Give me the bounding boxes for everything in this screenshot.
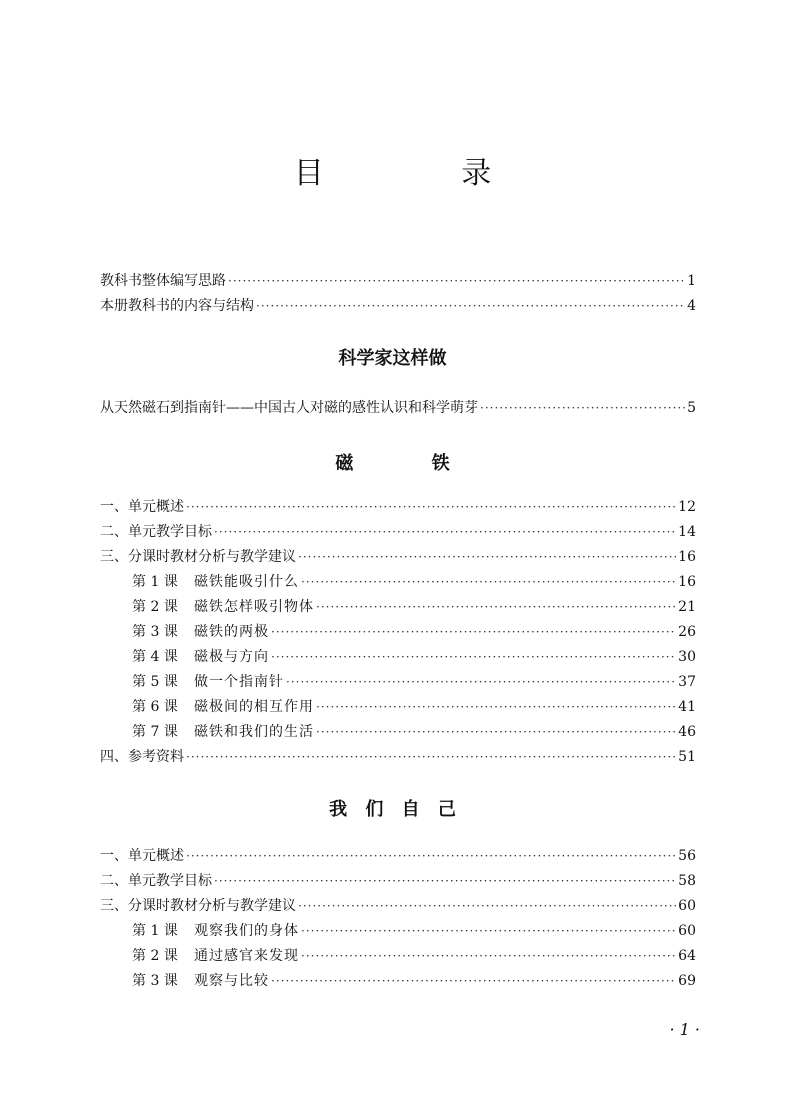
lesson-title: 磁铁的两极	[194, 624, 269, 640]
toc-lesson-entry[interactable]	[132, 672, 696, 692]
lesson-title: 观察与比较	[194, 973, 269, 989]
lesson-number: 第 3 课	[132, 624, 178, 640]
toc-entry[interactable]	[100, 547, 696, 567]
toc-entry[interactable]	[100, 296, 696, 316]
lesson-title: 通过感官来发现	[194, 948, 299, 964]
lesson-number: 第 1 课	[132, 923, 178, 939]
toc-entry-page: 5	[687, 400, 696, 416]
leader-dots	[214, 871, 676, 891]
toc-entry[interactable]	[100, 747, 696, 767]
toc-entry-page: 56	[678, 848, 696, 864]
lesson-number: 第 3 课	[132, 973, 178, 989]
lesson-number: 第 4 课	[132, 649, 178, 665]
toc-entry-page: 69	[678, 973, 696, 989]
lesson-title: 做一个指南针	[194, 674, 284, 690]
lesson-number: 第 2 课	[132, 948, 178, 964]
leader-dots	[186, 747, 676, 767]
leader-dots	[298, 896, 676, 916]
toc-entry-label: 从天然磁石到指南针——中国古人对磁的感性认识和科学萌芽	[100, 400, 478, 416]
toc-entry[interactable]	[100, 871, 696, 891]
toc-lesson-entry[interactable]	[132, 647, 696, 667]
section-title: 科学家这样做	[338, 348, 447, 369]
leader-dots	[271, 647, 676, 667]
toc-entry-label: 一、单元概述	[100, 499, 184, 515]
leader-dots	[186, 846, 676, 866]
leader-dots	[301, 572, 676, 592]
toc-lesson-entry[interactable]	[132, 722, 696, 742]
lesson-title: 磁铁怎样吸引物体	[194, 599, 314, 615]
toc-entry[interactable]	[100, 398, 696, 418]
lesson-number: 第 6 课	[132, 699, 178, 715]
lesson-number: 第 2 课	[132, 599, 178, 615]
page-title: 目 录	[293, 156, 556, 191]
toc-entry-label: 本册教科书的内容与结构	[100, 298, 254, 314]
lesson-title: 磁极与方向	[194, 649, 269, 665]
leader-dots	[480, 398, 685, 418]
toc-lesson-entry[interactable]	[132, 921, 696, 941]
toc-entry-page: 26	[678, 624, 696, 640]
section-title: 我 们 自 己	[329, 799, 462, 820]
leader-dots	[316, 722, 676, 742]
leader-dots	[271, 971, 676, 991]
leader-dots	[271, 622, 676, 642]
toc-entry-page: 16	[678, 574, 696, 590]
toc-entry-label: 教科书整体编写思路	[100, 273, 226, 289]
toc-entry-page: 37	[678, 674, 696, 690]
toc-entry-page: 21	[678, 599, 696, 615]
leader-dots	[228, 271, 685, 291]
leader-dots	[316, 597, 676, 617]
leader-dots	[214, 522, 676, 542]
toc-entry-page: 14	[678, 524, 696, 540]
toc-entry-page: 58	[678, 873, 696, 889]
toc-entry-label: 三、分课时教材分析与教学建议	[100, 898, 296, 914]
toc-entry-page: 12	[678, 499, 696, 515]
leader-dots	[301, 946, 676, 966]
lesson-title: 磁铁能吸引什么	[194, 574, 299, 590]
lesson-number: 第 1 课	[132, 574, 178, 590]
leader-dots	[186, 497, 676, 517]
toc-entry-label: 一、单元概述	[100, 848, 184, 864]
lesson-title: 磁铁和我们的生活	[194, 724, 314, 740]
leader-dots	[301, 921, 676, 941]
toc-entry[interactable]	[100, 896, 696, 916]
section-title: 磁 铁	[335, 453, 486, 474]
lesson-number: 第 7 课	[132, 724, 178, 740]
toc-entry-page: 60	[678, 898, 696, 914]
leader-dots	[298, 547, 676, 567]
toc-entry[interactable]	[100, 497, 696, 517]
leader-dots	[256, 296, 685, 316]
toc-entry-label: 四、参考资料	[100, 749, 184, 765]
toc-lesson-entry[interactable]	[132, 572, 696, 592]
toc-entry-page: 41	[678, 699, 696, 715]
toc-entry-page: 51	[678, 749, 696, 765]
toc-lesson-entry[interactable]	[132, 597, 696, 617]
toc-entry-label: 二、单元教学目标	[100, 873, 212, 889]
toc-entry-page: 1	[687, 273, 696, 289]
leader-dots	[286, 672, 676, 692]
page-number: · 1 ·	[669, 1020, 700, 1039]
lesson-title: 观察我们的身体	[194, 923, 299, 939]
toc-entry-page: 46	[678, 724, 696, 740]
toc-entry-page: 30	[678, 649, 696, 665]
lesson-title: 磁极间的相互作用	[194, 699, 314, 715]
toc-lesson-entry[interactable]	[132, 697, 696, 717]
toc-entry-page: 16	[678, 549, 696, 565]
toc-entry[interactable]	[100, 846, 696, 866]
toc-lesson-entry[interactable]	[132, 971, 696, 991]
toc-entry-page: 60	[678, 923, 696, 939]
toc-entry-label: 二、单元教学目标	[100, 524, 212, 540]
toc-entry-label: 三、分课时教材分析与教学建议	[100, 549, 296, 565]
toc-entry[interactable]	[100, 522, 696, 542]
toc-lesson-entry[interactable]	[132, 622, 696, 642]
toc-entry-page: 4	[687, 298, 696, 314]
toc-entry[interactable]	[100, 271, 696, 291]
toc-entry-page: 64	[678, 948, 696, 964]
lesson-number: 第 5 课	[132, 674, 178, 690]
toc-lesson-entry[interactable]	[132, 946, 696, 966]
leader-dots	[316, 697, 676, 717]
